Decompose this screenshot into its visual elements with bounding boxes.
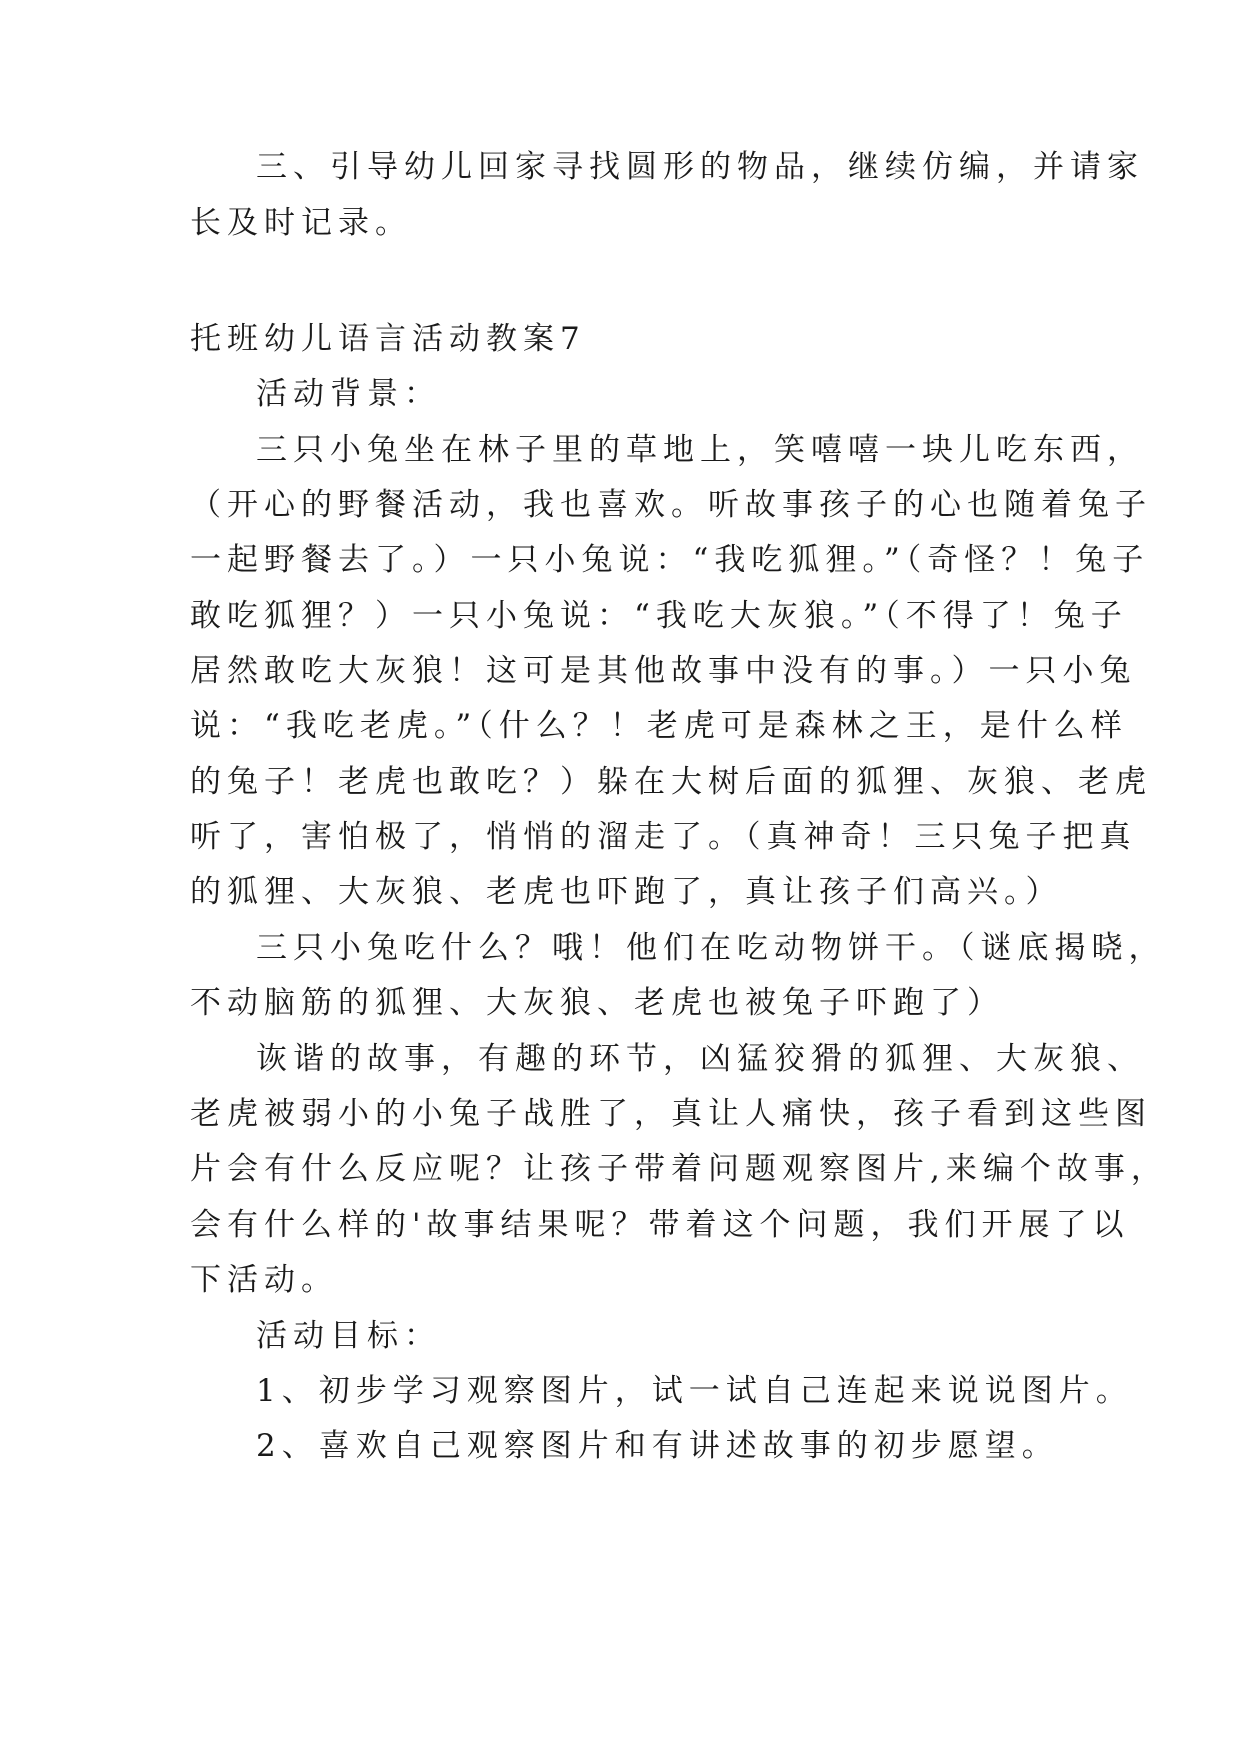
text-line: 长及时记录。 [190, 205, 412, 241]
text-line: 三、引导幼儿回家寻找圆形的物品，继续仿编，并请家 [256, 149, 1144, 185]
background-label: 活动背景： [256, 376, 441, 412]
text-line: 老虎被弱小的小兔子战胜了，真让人痛快，孩子看到这些图 [190, 1096, 1152, 1132]
text-line: 的兔子！老虎也敢吃？）躲在大树后面的狐狸、灰狼、老虎 [190, 764, 1152, 800]
text-line: （开心的野餐活动，我也喜欢。听故事孩子的心也随着兔子 [190, 487, 1152, 523]
text-line: 的狐狸、大灰狼、老虎也吓跑了，真让孩子们高兴。） [190, 874, 1063, 910]
text-line: 居然敢吃大灰狼！这可是其他故事中没有的事。）一只小兔 [190, 653, 1137, 689]
text-line: 不动脑筋的狐狸、大灰狼、老虎也被兔子吓跑了） [190, 985, 1004, 1021]
text-line: 会有什么样的'故事结果呢？带着这个问题，我们开展了以 [190, 1207, 1130, 1243]
text-line: 三只小兔坐在林子里的草地上，笑嘻嘻一块儿吃东西， [256, 432, 1144, 468]
text-line: 敢吃狐狸？）一只小兔说：“我吃大灰狼。”（不得了！兔子 [190, 598, 1128, 634]
text-line: 一起野餐去了。）一只小兔说：“我吃狐狸。”（奇怪？！兔子 [190, 542, 1150, 578]
text-line: 三只小兔吃什么？哦！他们在吃动物饼干。（谜底揭晓， [256, 930, 1166, 966]
text-line: 说：“我吃老虎。”（什么？！老虎可是森林之王，是什么样 [190, 708, 1128, 744]
goals-label: 活动目标： [256, 1318, 441, 1354]
text-line: 片会有什么反应呢？让孩子带着问题观察图片,来编个故事， [190, 1151, 1168, 1187]
goal-item: 2、喜欢自己观察图片和有讲述故事的初步愿望。 [256, 1428, 1059, 1464]
text-line: 听了，害怕极了，悄悄的溜走了。（真神奇！三只兔子把真 [190, 819, 1137, 855]
text-line: 下活动。 [190, 1262, 338, 1298]
text-line: 诙谐的故事，有趣的环节，凶猛狡猾的狐狸、大灰狼、 [256, 1041, 1144, 1077]
section-heading: 托班幼儿语言活动教案7 [190, 321, 586, 357]
goal-item: 1、初步学习观察图片，试一试自己连起来说说图片。 [256, 1373, 1133, 1409]
